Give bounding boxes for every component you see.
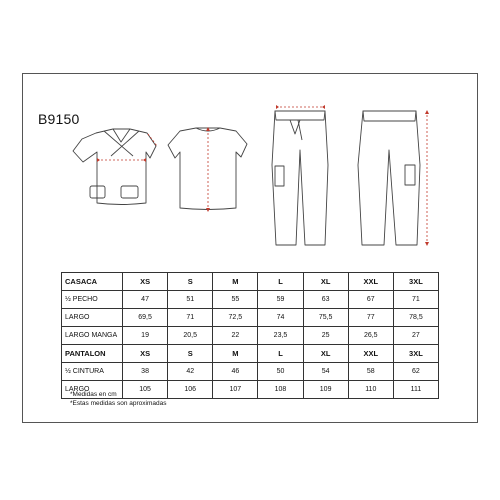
pants-header-row — [62, 345, 439, 363]
cell: 77 — [348, 309, 393, 327]
cell: 108 — [258, 381, 303, 399]
row-label: LARGO — [62, 381, 123, 399]
size-header: S — [168, 273, 213, 291]
cell: 19 — [123, 327, 168, 345]
cell: 59 — [258, 291, 303, 309]
cell: 107 — [213, 381, 258, 399]
row-label: LARGO — [62, 309, 123, 327]
cell: 47 — [123, 291, 168, 309]
pants-front-drawing — [272, 111, 328, 245]
size-header: XL — [303, 273, 348, 291]
table-row — [62, 309, 439, 327]
cell: 74 — [258, 309, 303, 327]
tops-title: CASACA — [62, 273, 123, 291]
cell: 26,5 — [348, 327, 393, 345]
cell: 109 — [303, 381, 348, 399]
cell: 51 — [168, 291, 213, 309]
cell: 23,5 — [258, 327, 303, 345]
cell: 105 — [123, 381, 168, 399]
cell: 38 — [123, 363, 168, 381]
row-label: LARGO MANGA — [62, 327, 123, 345]
cell: 71 — [168, 309, 213, 327]
table-row — [62, 327, 439, 345]
size-header: S — [168, 345, 213, 363]
cell: 22 — [213, 327, 258, 345]
product-code: B9150 — [38, 111, 80, 127]
cell: 78,5 — [393, 309, 438, 327]
table-row — [62, 291, 439, 309]
cell: 110 — [348, 381, 393, 399]
scrub-top-back-drawing — [168, 128, 247, 210]
cell: 54 — [303, 363, 348, 381]
size-header: XL — [303, 345, 348, 363]
cell: 27 — [393, 327, 438, 345]
footnote: *Medidas en cm — [70, 391, 117, 398]
table-row — [62, 363, 439, 381]
cell: 106 — [168, 381, 213, 399]
cell: 50 — [258, 363, 303, 381]
size-header: XS — [123, 273, 168, 291]
cell: 63 — [303, 291, 348, 309]
size-header: 3XL — [393, 273, 438, 291]
size-header: XS — [123, 345, 168, 363]
cell: 67 — [348, 291, 393, 309]
size-header: XXL — [348, 345, 393, 363]
cell: 20,5 — [168, 327, 213, 345]
size-header: L — [258, 345, 303, 363]
pants-title: PANTALON — [62, 345, 123, 363]
cell: 71 — [393, 291, 438, 309]
cell: 69,5 — [123, 309, 168, 327]
size-header: XXL — [348, 273, 393, 291]
size-header: M — [213, 273, 258, 291]
cell: 46 — [213, 363, 258, 381]
cell: 55 — [213, 291, 258, 309]
pants-back-drawing — [358, 111, 420, 245]
size-table — [61, 272, 439, 399]
cell: 62 — [393, 363, 438, 381]
cell: 42 — [168, 363, 213, 381]
tops-header-row — [62, 273, 439, 291]
scrub-top-front-drawing — [73, 129, 156, 205]
size-header: M — [213, 345, 258, 363]
row-label: ½ CINTURA — [62, 363, 123, 381]
size-header: 3XL — [393, 345, 438, 363]
cell: 25 — [303, 327, 348, 345]
footnotes — [70, 390, 166, 408]
cell: 111 — [393, 381, 438, 399]
row-label: ½ PECHO — [62, 291, 123, 309]
cell: 58 — [348, 363, 393, 381]
cell: 75,5 — [303, 309, 348, 327]
footnote: *Estas medidas son aproximadas — [70, 400, 167, 407]
size-header: L — [258, 273, 303, 291]
cell: 72,5 — [213, 309, 258, 327]
